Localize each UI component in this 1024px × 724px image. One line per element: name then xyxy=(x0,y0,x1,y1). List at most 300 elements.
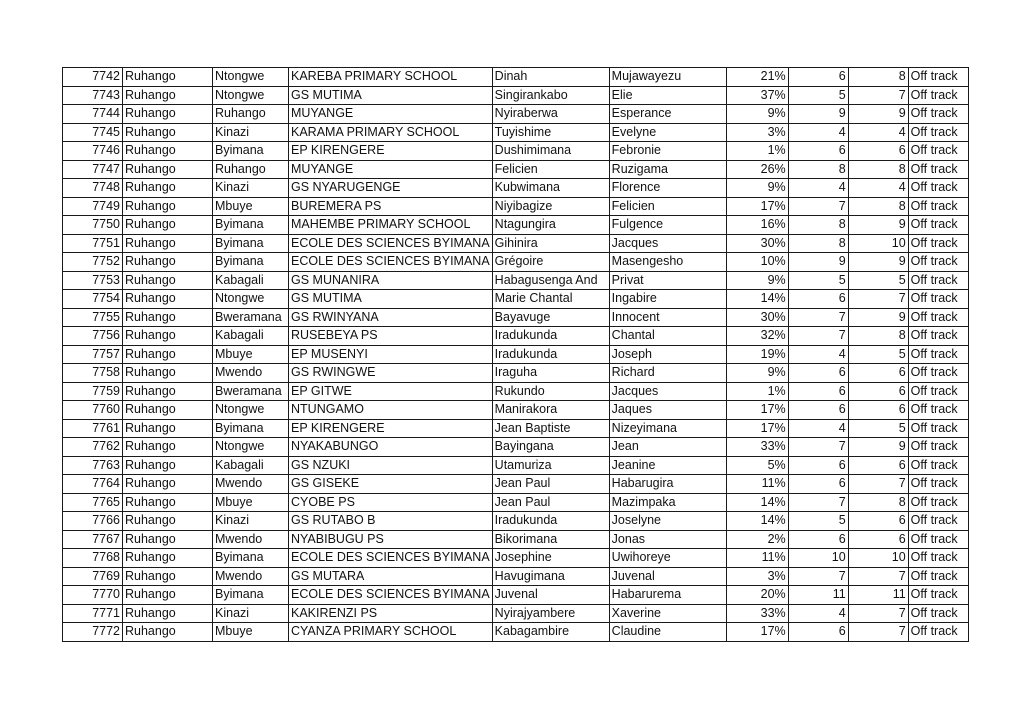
row-id-cell: 7755 xyxy=(63,308,123,327)
row-id-cell: 7756 xyxy=(63,327,123,346)
value-b-cell: 6 xyxy=(848,364,908,383)
district-cell: Ruhango xyxy=(123,512,213,531)
school-cell: GS RWINYANA xyxy=(289,308,493,327)
school-cell: ECOLE DES SCIENCES BYIMANA xyxy=(289,234,493,253)
sector-cell: Mwendo xyxy=(213,475,289,494)
status-cell: Off track xyxy=(908,567,968,586)
status-cell: Off track xyxy=(908,345,968,364)
status-cell: Off track xyxy=(908,438,968,457)
status-cell: Off track xyxy=(908,586,968,605)
school-cell: RUSEBEYA PS xyxy=(289,327,493,346)
status-cell: Off track xyxy=(908,253,968,272)
row-id-cell: 7769 xyxy=(63,567,123,586)
table-row xyxy=(63,105,969,124)
school-cell: EP KIRENGERE xyxy=(289,142,493,161)
status-cell: Off track xyxy=(908,142,968,161)
last-name-cell: Gihinira xyxy=(492,234,609,253)
last-name-cell: Grégoire xyxy=(492,253,609,272)
sector-cell: Byimana xyxy=(213,549,289,568)
sector-cell: Ntongwe xyxy=(213,401,289,420)
value-b-cell: 8 xyxy=(848,493,908,512)
district-cell: Ruhango xyxy=(123,216,213,235)
percent-cell: 1% xyxy=(726,382,788,401)
status-cell: Off track xyxy=(908,364,968,383)
district-cell: Ruhango xyxy=(123,123,213,142)
status-cell: Off track xyxy=(908,549,968,568)
sector-cell: Kinazi xyxy=(213,512,289,531)
school-cell: ECOLE DES SCIENCES BYIMANA xyxy=(289,253,493,272)
table-row xyxy=(63,567,969,586)
school-cell: EP GITWE xyxy=(289,382,493,401)
percent-cell: 1% xyxy=(726,142,788,161)
row-id-cell: 7767 xyxy=(63,530,123,549)
table-row xyxy=(63,68,969,87)
row-id-cell: 7751 xyxy=(63,234,123,253)
percent-cell: 20% xyxy=(726,586,788,605)
first-name-cell: Joseph xyxy=(609,345,726,364)
first-name-cell: Elie xyxy=(609,86,726,105)
sector-cell: Ruhango xyxy=(213,105,289,124)
table-row xyxy=(63,197,969,216)
percent-cell: 32% xyxy=(726,327,788,346)
percent-cell: 33% xyxy=(726,438,788,457)
value-a-cell: 7 xyxy=(788,438,848,457)
district-cell: Ruhango xyxy=(123,567,213,586)
percent-cell: 30% xyxy=(726,308,788,327)
value-a-cell: 5 xyxy=(788,271,848,290)
district-cell: Ruhango xyxy=(123,105,213,124)
value-a-cell: 4 xyxy=(788,179,848,198)
percent-cell: 3% xyxy=(726,123,788,142)
district-cell: Ruhango xyxy=(123,623,213,642)
percent-cell: 26% xyxy=(726,160,788,179)
school-cell: NYAKABUNGO xyxy=(289,438,493,457)
district-cell: Ruhango xyxy=(123,160,213,179)
district-cell: Ruhango xyxy=(123,142,213,161)
row-id-cell: 7766 xyxy=(63,512,123,531)
last-name-cell: Jean Baptiste xyxy=(492,419,609,438)
last-name-cell: Manirakora xyxy=(492,401,609,420)
value-a-cell: 8 xyxy=(788,160,848,179)
first-name-cell: Jonas xyxy=(609,530,726,549)
table-row xyxy=(63,401,969,420)
school-cell: MUYANGE xyxy=(289,105,493,124)
percent-cell: 9% xyxy=(726,271,788,290)
first-name-cell: Jean xyxy=(609,438,726,457)
value-a-cell: 4 xyxy=(788,123,848,142)
last-name-cell: Iraguha xyxy=(492,364,609,383)
value-b-cell: 5 xyxy=(848,345,908,364)
value-b-cell: 7 xyxy=(848,290,908,309)
school-cell: GS NYARUGENGE xyxy=(289,179,493,198)
table-row xyxy=(63,475,969,494)
value-a-cell: 6 xyxy=(788,68,848,87)
sector-cell: Kinazi xyxy=(213,123,289,142)
table-row xyxy=(63,86,969,105)
percent-cell: 30% xyxy=(726,234,788,253)
sector-cell: Mbuye xyxy=(213,197,289,216)
first-name-cell: Habarugira xyxy=(609,475,726,494)
district-cell: Ruhango xyxy=(123,86,213,105)
district-cell: Ruhango xyxy=(123,419,213,438)
percent-cell: 16% xyxy=(726,216,788,235)
first-name-cell: Felicien xyxy=(609,197,726,216)
percent-cell: 17% xyxy=(726,401,788,420)
percent-cell: 9% xyxy=(726,105,788,124)
table-row xyxy=(63,493,969,512)
sector-cell: Byimana xyxy=(213,586,289,605)
percent-cell: 14% xyxy=(726,512,788,531)
row-id-cell: 7772 xyxy=(63,623,123,642)
value-a-cell: 6 xyxy=(788,623,848,642)
last-name-cell: Dushimimana xyxy=(492,142,609,161)
value-b-cell: 7 xyxy=(848,567,908,586)
row-id-cell: 7764 xyxy=(63,475,123,494)
first-name-cell: Esperance xyxy=(609,105,726,124)
value-a-cell: 11 xyxy=(788,586,848,605)
row-id-cell: 7759 xyxy=(63,382,123,401)
district-cell: Ruhango xyxy=(123,530,213,549)
value-b-cell: 6 xyxy=(848,382,908,401)
value-a-cell: 6 xyxy=(788,530,848,549)
sector-cell: Bweramana xyxy=(213,382,289,401)
status-cell: Off track xyxy=(908,604,968,623)
district-cell: Ruhango xyxy=(123,549,213,568)
first-name-cell: Uwihoreye xyxy=(609,549,726,568)
value-a-cell: 4 xyxy=(788,604,848,623)
value-a-cell: 6 xyxy=(788,456,848,475)
row-id-cell: 7744 xyxy=(63,105,123,124)
status-cell: Off track xyxy=(908,456,968,475)
row-id-cell: 7762 xyxy=(63,438,123,457)
sector-cell: Byimana xyxy=(213,216,289,235)
first-name-cell: Joselyne xyxy=(609,512,726,531)
table-row xyxy=(63,160,969,179)
table-row xyxy=(63,345,969,364)
table-body xyxy=(63,68,969,642)
status-cell: Off track xyxy=(908,86,968,105)
row-id-cell: 7763 xyxy=(63,456,123,475)
value-a-cell: 8 xyxy=(788,234,848,253)
school-cell: GS MUTARA xyxy=(289,567,493,586)
last-name-cell: Nyiraberwa xyxy=(492,105,609,124)
sector-cell: Byimana xyxy=(213,142,289,161)
value-b-cell: 8 xyxy=(848,197,908,216)
row-id-cell: 7770 xyxy=(63,586,123,605)
last-name-cell: Ntagungira xyxy=(492,216,609,235)
first-name-cell: Habarurema xyxy=(609,586,726,605)
table-row xyxy=(63,290,969,309)
first-name-cell: Jaques xyxy=(609,401,726,420)
sector-cell: Mbuye xyxy=(213,623,289,642)
row-id-cell: 7752 xyxy=(63,253,123,272)
district-cell: Ruhango xyxy=(123,345,213,364)
value-a-cell: 10 xyxy=(788,549,848,568)
school-cell: GS GISEKE xyxy=(289,475,493,494)
first-name-cell: Ruzigama xyxy=(609,160,726,179)
status-cell: Off track xyxy=(908,382,968,401)
district-cell: Ruhango xyxy=(123,382,213,401)
status-cell: Off track xyxy=(908,290,968,309)
school-cell: GS MUTIMA xyxy=(289,86,493,105)
value-a-cell: 9 xyxy=(788,105,848,124)
percent-cell: 19% xyxy=(726,345,788,364)
sector-cell: Byimana xyxy=(213,419,289,438)
percent-cell: 14% xyxy=(726,290,788,309)
last-name-cell: Kabagambire xyxy=(492,623,609,642)
value-b-cell: 9 xyxy=(848,308,908,327)
value-a-cell: 6 xyxy=(788,142,848,161)
status-cell: Off track xyxy=(908,271,968,290)
first-name-cell: Fulgence xyxy=(609,216,726,235)
table-row xyxy=(63,419,969,438)
percent-cell: 21% xyxy=(726,68,788,87)
value-b-cell: 9 xyxy=(848,105,908,124)
first-name-cell: Jacques xyxy=(609,234,726,253)
status-cell: Off track xyxy=(908,327,968,346)
value-b-cell: 6 xyxy=(848,456,908,475)
school-cell: ECOLE DES SCIENCES BYIMANA xyxy=(289,549,493,568)
first-name-cell: Chantal xyxy=(609,327,726,346)
district-cell: Ruhango xyxy=(123,179,213,198)
district-cell: Ruhango xyxy=(123,308,213,327)
status-cell: Off track xyxy=(908,234,968,253)
table-row xyxy=(63,234,969,253)
table-row xyxy=(63,142,969,161)
row-id-cell: 7745 xyxy=(63,123,123,142)
value-b-cell: 7 xyxy=(848,604,908,623)
table-row xyxy=(63,586,969,605)
value-a-cell: 7 xyxy=(788,493,848,512)
first-name-cell: Florence xyxy=(609,179,726,198)
school-cell: MAHEMBE PRIMARY SCHOOL xyxy=(289,216,493,235)
first-name-cell: Jeanine xyxy=(609,456,726,475)
last-name-cell: Iradukunda xyxy=(492,327,609,346)
sector-cell: Mwendo xyxy=(213,530,289,549)
value-b-cell: 6 xyxy=(848,530,908,549)
sector-cell: Ntongwe xyxy=(213,290,289,309)
value-b-cell: 8 xyxy=(848,327,908,346)
school-cell: GS RUTABO B xyxy=(289,512,493,531)
value-b-cell: 4 xyxy=(848,123,908,142)
district-cell: Ruhango xyxy=(123,456,213,475)
status-cell: Off track xyxy=(908,160,968,179)
school-cell: GS MUNANIRA xyxy=(289,271,493,290)
value-b-cell: 6 xyxy=(848,512,908,531)
value-a-cell: 5 xyxy=(788,86,848,105)
sector-cell: Kinazi xyxy=(213,179,289,198)
district-cell: Ruhango xyxy=(123,290,213,309)
status-cell: Off track xyxy=(908,179,968,198)
sector-cell: Kabagali xyxy=(213,327,289,346)
row-id-cell: 7768 xyxy=(63,549,123,568)
value-b-cell: 9 xyxy=(848,216,908,235)
value-a-cell: 4 xyxy=(788,345,848,364)
school-cell: KAKIRENZI PS xyxy=(289,604,493,623)
status-cell: Off track xyxy=(908,530,968,549)
first-name-cell: Masengesho xyxy=(609,253,726,272)
value-b-cell: 5 xyxy=(848,419,908,438)
last-name-cell: Bayavuge xyxy=(492,308,609,327)
district-cell: Ruhango xyxy=(123,438,213,457)
row-id-cell: 7757 xyxy=(63,345,123,364)
sector-cell: Kinazi xyxy=(213,604,289,623)
percent-cell: 17% xyxy=(726,623,788,642)
row-id-cell: 7742 xyxy=(63,68,123,87)
sector-cell: Mwendo xyxy=(213,567,289,586)
sector-cell: Mbuye xyxy=(213,345,289,364)
value-a-cell: 4 xyxy=(788,419,848,438)
row-id-cell: 7746 xyxy=(63,142,123,161)
last-name-cell: Juvenal xyxy=(492,586,609,605)
district-cell: Ruhango xyxy=(123,401,213,420)
district-cell: Ruhango xyxy=(123,327,213,346)
sector-cell: Byimana xyxy=(213,234,289,253)
value-b-cell: 9 xyxy=(848,253,908,272)
sector-cell: Ntongwe xyxy=(213,68,289,87)
last-name-cell: Iradukunda xyxy=(492,345,609,364)
school-cell: KARAMA PRIMARY SCHOOL xyxy=(289,123,493,142)
sector-cell: Ntongwe xyxy=(213,86,289,105)
district-cell: Ruhango xyxy=(123,68,213,87)
district-cell: Ruhango xyxy=(123,364,213,383)
school-cell: EP KIRENGERE xyxy=(289,419,493,438)
district-cell: Ruhango xyxy=(123,604,213,623)
table-row xyxy=(63,123,969,142)
district-cell: Ruhango xyxy=(123,586,213,605)
value-a-cell: 7 xyxy=(788,308,848,327)
value-b-cell: 5 xyxy=(848,271,908,290)
percent-cell: 10% xyxy=(726,253,788,272)
row-id-cell: 7753 xyxy=(63,271,123,290)
row-id-cell: 7758 xyxy=(63,364,123,383)
last-name-cell: Utamuriza xyxy=(492,456,609,475)
last-name-cell: Niyibagize xyxy=(492,197,609,216)
value-b-cell: 7 xyxy=(848,86,908,105)
table-row xyxy=(63,308,969,327)
value-b-cell: 7 xyxy=(848,623,908,642)
status-cell: Off track xyxy=(908,512,968,531)
percent-cell: 9% xyxy=(726,179,788,198)
percent-cell: 11% xyxy=(726,475,788,494)
table-row xyxy=(63,327,969,346)
school-cell: ECOLE DES SCIENCES BYIMANA xyxy=(289,586,493,605)
status-cell: Off track xyxy=(908,493,968,512)
status-cell: Off track xyxy=(908,123,968,142)
last-name-cell: Marie Chantal xyxy=(492,290,609,309)
value-a-cell: 8 xyxy=(788,216,848,235)
school-cell: GS NZUKI xyxy=(289,456,493,475)
last-name-cell: Bayingana xyxy=(492,438,609,457)
data-table xyxy=(62,67,969,642)
district-cell: Ruhango xyxy=(123,271,213,290)
percent-cell: 17% xyxy=(726,419,788,438)
table-row xyxy=(63,604,969,623)
value-b-cell: 9 xyxy=(848,438,908,457)
row-id-cell: 7750 xyxy=(63,216,123,235)
value-b-cell: 8 xyxy=(848,160,908,179)
status-cell: Off track xyxy=(908,308,968,327)
school-cell: GS RWINGWE xyxy=(289,364,493,383)
first-name-cell: Jacques xyxy=(609,382,726,401)
school-cell: EP MUSENYI xyxy=(289,345,493,364)
first-name-cell: Claudine xyxy=(609,623,726,642)
value-a-cell: 7 xyxy=(788,327,848,346)
percent-cell: 37% xyxy=(726,86,788,105)
last-name-cell: Bikorimana xyxy=(492,530,609,549)
table-row xyxy=(63,623,969,642)
value-a-cell: 6 xyxy=(788,364,848,383)
district-cell: Ruhango xyxy=(123,234,213,253)
sector-cell: Ntongwe xyxy=(213,438,289,457)
value-b-cell: 8 xyxy=(848,68,908,87)
value-b-cell: 7 xyxy=(848,475,908,494)
value-a-cell: 6 xyxy=(788,475,848,494)
value-a-cell: 7 xyxy=(788,567,848,586)
row-id-cell: 7747 xyxy=(63,160,123,179)
first-name-cell: Richard xyxy=(609,364,726,383)
first-name-cell: Mazimpaka xyxy=(609,493,726,512)
value-b-cell: 11 xyxy=(848,586,908,605)
table-row xyxy=(63,253,969,272)
last-name-cell: Havugimana xyxy=(492,567,609,586)
value-a-cell: 6 xyxy=(788,290,848,309)
district-cell: Ruhango xyxy=(123,197,213,216)
status-cell: Off track xyxy=(908,401,968,420)
row-id-cell: 7765 xyxy=(63,493,123,512)
row-id-cell: 7743 xyxy=(63,86,123,105)
school-cell: CYANZA PRIMARY SCHOOL xyxy=(289,623,493,642)
last-name-cell: Tuyishime xyxy=(492,123,609,142)
first-name-cell: Febronie xyxy=(609,142,726,161)
school-cell: CYOBE PS xyxy=(289,493,493,512)
table-row xyxy=(63,364,969,383)
status-cell: Off track xyxy=(908,623,968,642)
percent-cell: 5% xyxy=(726,456,788,475)
district-cell: Ruhango xyxy=(123,493,213,512)
table-row xyxy=(63,456,969,475)
first-name-cell: Xaverine xyxy=(609,604,726,623)
status-cell: Off track xyxy=(908,68,968,87)
percent-cell: 9% xyxy=(726,364,788,383)
sector-cell: Mbuye xyxy=(213,493,289,512)
value-b-cell: 4 xyxy=(848,179,908,198)
row-id-cell: 7748 xyxy=(63,179,123,198)
last-name-cell: Josephine xyxy=(492,549,609,568)
first-name-cell: Mujawayezu xyxy=(609,68,726,87)
value-b-cell: 6 xyxy=(848,401,908,420)
table-row xyxy=(63,549,969,568)
school-cell: KAREBA PRIMARY SCHOOL xyxy=(289,68,493,87)
sector-cell: Byimana xyxy=(213,253,289,272)
last-name-cell: Dinah xyxy=(492,68,609,87)
status-cell: Off track xyxy=(908,419,968,438)
status-cell: Off track xyxy=(908,475,968,494)
table-row xyxy=(63,530,969,549)
value-a-cell: 7 xyxy=(788,197,848,216)
table-row xyxy=(63,179,969,198)
row-id-cell: 7760 xyxy=(63,401,123,420)
sector-cell: Mwendo xyxy=(213,364,289,383)
last-name-cell: Habagusenga And xyxy=(492,271,609,290)
first-name-cell: Innocent xyxy=(609,308,726,327)
percent-cell: 33% xyxy=(726,604,788,623)
value-a-cell: 9 xyxy=(788,253,848,272)
value-a-cell: 6 xyxy=(788,401,848,420)
table-row xyxy=(63,271,969,290)
first-name-cell: Evelyne xyxy=(609,123,726,142)
last-name-cell: Nyirajyambere xyxy=(492,604,609,623)
